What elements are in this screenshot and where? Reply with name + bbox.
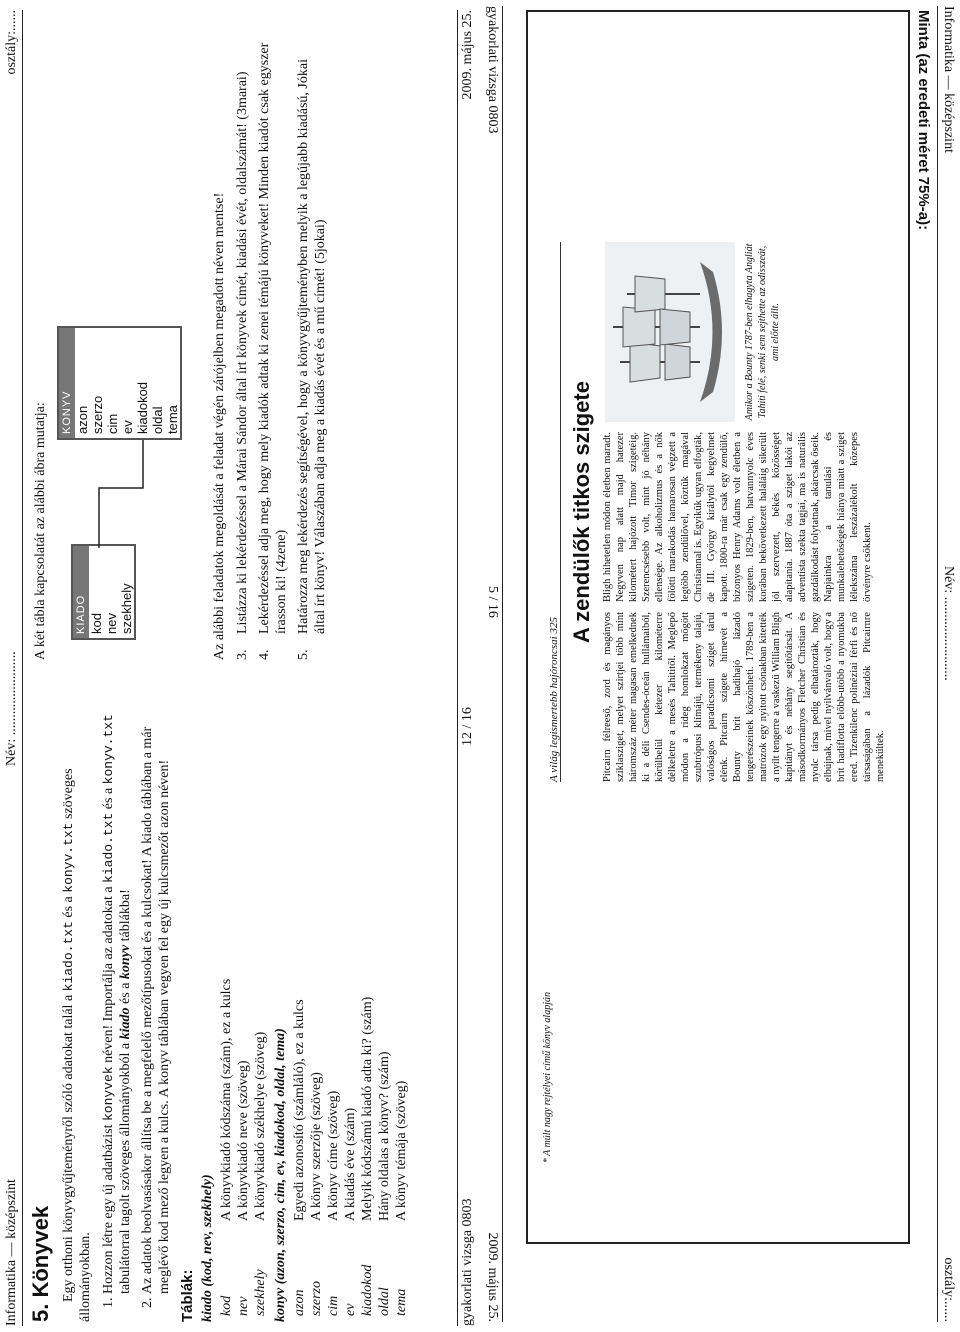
- left-column-1: [28, 682, 454, 1322]
- field-row: azon Egyedi azonosító (számláló), ez a kulcs: [292, 999, 307, 1316]
- diagram-field: kiadokod: [135, 381, 150, 434]
- field-row: szerzo A könyv szerzője (szöveg): [309, 1072, 324, 1316]
- field-row: oldal Hány oldalas a könyv? (szám): [377, 1051, 392, 1316]
- diagram-field: kod: [89, 613, 104, 634]
- diagram-field: szerzo: [90, 395, 105, 434]
- book-page: [548, 242, 888, 782]
- field-row: kod A könyvkiadó kódszáma (szám), ez a kulcs: [219, 978, 234, 1316]
- book-figure: [601, 242, 887, 422]
- intro: Egy otthoni könyvgyűjteményről szóló adatokat talál a kiado.txt és a konyv.txt szöveges állományokban.: [61, 768, 93, 1322]
- diagram-field: tema: [165, 405, 180, 434]
- tables-label: Táblák:: [179, 1269, 196, 1322]
- left-footer: [457, 10, 476, 1326]
- kiado-fields: [218, 682, 269, 1322]
- diagram-field: oldal: [150, 406, 165, 434]
- header-subject: Informatika — középszint: [941, 6, 956, 153]
- sample-frame: [526, 10, 910, 1244]
- diagram-field: ev: [120, 420, 135, 434]
- sample-label: Minta (az eredeti méret 75%-a):: [915, 10, 932, 231]
- header-class: osztály:......: [4, 10, 19, 75]
- right-header: [937, 6, 956, 1322]
- step-1: 1. Hozzon létre egy új adatbázist konyvek néven! Importálja az adatokat a kiado.txt és a konyv.txt tabulátorral tagolt szöveges állományokból a kiado és a konyv táblákba!: [100, 682, 134, 1294]
- kiado-table-title: KIADO: [73, 546, 89, 638]
- ship-image: [605, 242, 735, 422]
- relation-text: A két tábla kapcsolatát az alábbi ábra mutatja:: [33, 402, 48, 660]
- step-2: 2. Az adatok beolvasásakor állítsa be a megfelelő mezőtípusokat és a kulcsokat! A kiado táblában a már meglévő kod mező legyen a kulcs. A konyv táblában vegyen fel egy új kulcsmezőt azon néven!: [139, 682, 173, 1294]
- book-title: A zendülők titkos szigete: [569, 381, 594, 644]
- book-column-2: Bligh hihetetlen módon életben maradt. Negyven nap alatt majd hatezer kilométert hajózott Timor szigetéig. Szerencsésebb volt, mint jó néhány ellensége. Az alkoholizmus és a nők fölötti marakodás hamarosan végzett a legtöbb zendülővel, köztük magával Christiannal is. Egyikük ugyan elfogták, de III. György királytól kegyelmet kapott. 1800-ra már csak egy zendülő, bizonyos Henry Adams volt életben a szigeten. 1829-ben, hatvannyolc éves korában bekövetkezett haláláig sikerült jól szervezett, békés közösséget alapítania. 1887 óta a sziget lakói az adventista szekta tagjai, ma is naturális gazdálkodást folytatnak, akárcsak őseik. Napjainkra a tanulási és munkalehetőségek hiánya miatt a sziget lélekszáma leszázalékolt közepes örvényre csökkent.: [602, 432, 873, 602]
- footer-date: 2009. május 25.: [460, 10, 475, 100]
- tasks-list: [234, 40, 329, 660]
- footer-date: 2009. május 25.: [485, 1232, 500, 1322]
- tasks-intro: Az alábbi feladatok megoldását a feladat végén zárójelben megadott néven mentse!: [212, 192, 227, 660]
- footer-page: 5 / 16: [485, 586, 500, 618]
- task-item: 5. Határozza meg lekérdezés segítségével, hogy a könyvgyűjteményben melyik a legújabb kiadású, Jókai által írt könyv! Válaszában adja meg a kiadás évét és a mű címét! (5jokai): [296, 59, 328, 660]
- header-name: Név: ........................: [4, 651, 19, 766]
- footer-exam: gyakorlati vizsga 0803: [460, 1198, 475, 1326]
- konyv-table-box: [57, 326, 182, 440]
- field-row: kiadokod Melyik kódszámú kiadó adta ki? (szám): [360, 996, 375, 1316]
- task-item: 3. Listázza ki lekérdezéssel a Márai Sándor által írt könyvek címét, kiadási évét, oldalszámát! (3marai): [235, 71, 250, 660]
- footer-exam: gyakorlati vizsga 0803: [485, 6, 500, 134]
- konyv-table-title: KONYV: [59, 328, 75, 438]
- field-row: tema A könyv témája (szöveg): [394, 1080, 409, 1316]
- header-class: osztály:......: [941, 1257, 956, 1322]
- header-subject: Informatika — középszint: [4, 1179, 19, 1326]
- diagram-field: azon: [75, 405, 90, 434]
- konyv-definition: konyv (azon, szerzo, cim, ev, kiadokod, oldal, tema): [273, 1028, 288, 1322]
- relationship-diagram: [55, 40, 205, 660]
- diagram-field: szekhely: [119, 583, 134, 634]
- figure-caption: Amikor a Bounty 1787-ben elhagyta Angliát Tahiti felé, senki sem sejthette az odisszeát, ami előtte állt.: [744, 243, 781, 421]
- diagram-field: nev: [104, 613, 119, 634]
- page-title: 5. Könyvek: [28, 1205, 53, 1322]
- task-item: 4. Lekérdezéssel adja meg, hogy mely kiadók adtak ki zenei témájú könyveket! Minden kiadót csak egyszer írasson ki! (4zene): [257, 42, 289, 660]
- left-header: [4, 10, 23, 1326]
- left-content: [28, 10, 454, 1322]
- field-row: ev A kiadás éve (szám): [343, 1107, 358, 1316]
- right-page: [480, 0, 960, 1332]
- book-columns: [601, 242, 887, 782]
- right-footer: [484, 6, 503, 1322]
- footer-page: 12 / 16: [460, 707, 475, 746]
- right-page-rotated: [480, 0, 960, 1332]
- diagram-field: cim: [105, 413, 120, 434]
- konyv-fields: [291, 682, 410, 1322]
- kiado-definition: kiado (kod, nev, szekhely): [200, 1174, 215, 1322]
- field-row: nev A könyvkiadó neve (szöveg): [236, 1060, 251, 1316]
- steps-list: [100, 682, 173, 1322]
- footnote: * A múlt nagy rejtélyei című könyv alapján: [542, 992, 553, 1164]
- left-column-2: [28, 40, 454, 660]
- book-header: A világ legismertebb hajóroncsai 325: [548, 242, 561, 782]
- book-column-1: Pitcairn félreeső, zord és magányos sziklasziget, melyet szirtjei több mint háromszáz méter magasan emelkednek ki a déli Csendes-óceán hullámaiból, körülbelül kétezer kilométerre délkeletre a mesés Tahititől. Meglepő módon a rideg homlokzat mögött szubtrópusi klímájú, termékeny talajú, valóságos paradicsomi sziget tárul elénk. Pitcairn szigete hírnevét a Bounty brit hadihajó lázadó tengerészeinek köszönheti. 1789-ben a matrózok egy nyitott csónakban kitették a nyílt tengerre a vaskezű William Bligh kapitányt és néhány segítőtársát. A másodkormányos Fletcher Christian és nyolc társa pedig elhatározták, hogy elbújnak, mivel nyilvánvaló volt, hogy a brit hadiflotta előbb-utóbb a nyomukba ered. Tizenkilenc polinéziai férfi és nő társaságában a lázadók Pitcairnre menekültek.: [602, 611, 886, 782]
- kiado-table-box: [71, 544, 136, 640]
- field-row: szekhely A könyvkiadó székhelye (szöveg): [253, 1031, 268, 1316]
- header-name: Név: ........................: [941, 566, 956, 681]
- field-row: cim A könyv címe (szöveg): [326, 1090, 341, 1316]
